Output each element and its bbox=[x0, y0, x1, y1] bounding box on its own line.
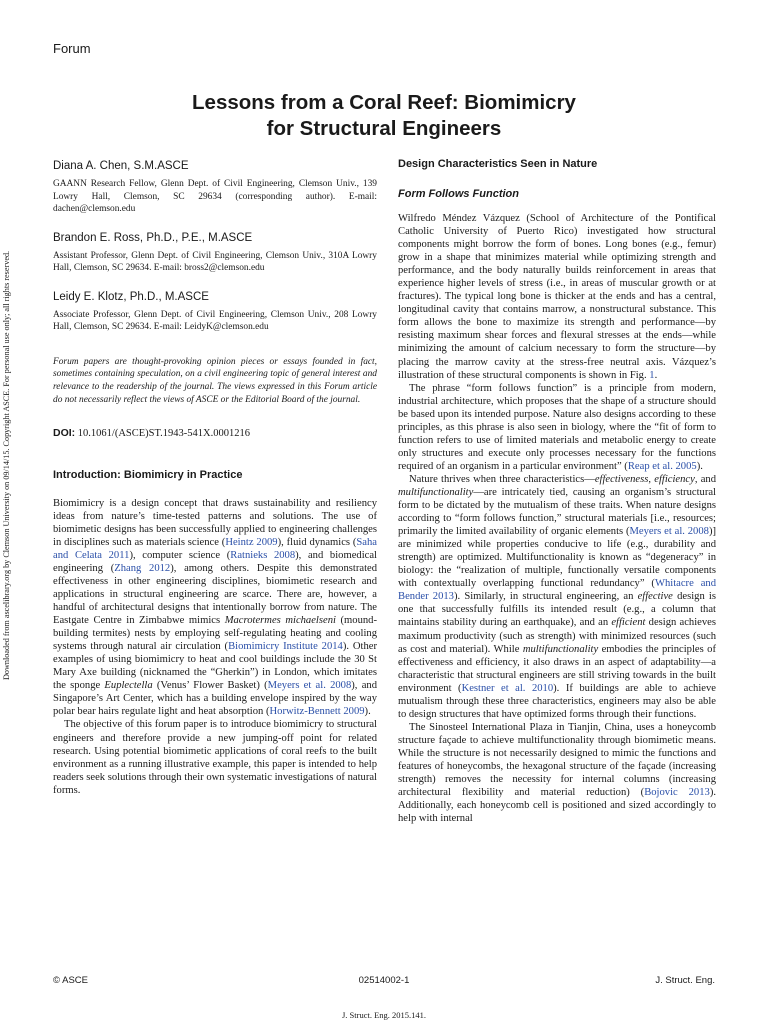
author-affiliation: GAANN Research Fellow, Glenn Dept. of Civil Engineering, Clemson Univ., 139 Lowry Hall, Clemson, SC 29634 (corresponding author). E-mail: dachen@clemson.edu bbox=[53, 179, 377, 214]
design-body bbox=[398, 212, 716, 825]
paragraph bbox=[398, 721, 716, 825]
paragraph bbox=[398, 212, 716, 382]
right-column bbox=[398, 150, 716, 825]
title-line-1: Lessons from a Coral Reef: Biomimicry bbox=[192, 91, 576, 114]
reference-link[interactable]: Saha and Celata 2011 bbox=[53, 536, 377, 561]
text-run: ). bbox=[696, 460, 703, 472]
design-heading: Design Characteristics Seen in Nature bbox=[398, 158, 598, 170]
author-name: Brandon E. Ross, Ph.D., P.E., M.ASCE bbox=[53, 231, 253, 244]
italic-run: multifunctionality bbox=[522, 643, 599, 655]
text-run: The Sinosteel International Plaza in Tianjin, China, uses a honeycomb structure façade to achieve multifunctionality through biomimetic means. While the structure is not necessarily designed to mimic the functions and features of honeycombs, the hexagonal structure of the façade (increasing strength) removes the necessity for internal columns (increasing architectural flexibility and material reduction) ( bbox=[398, 721, 716, 799]
author-block bbox=[53, 160, 377, 216]
author-affiliation: Assistant Professor, Glenn Dept. of Civil Engineering, Clemson Univ., 310A Lowry Hall, Clemson, SC 29634. E-mail: bross2@clemson.edu bbox=[53, 250, 377, 273]
italic-run: effectiveness bbox=[594, 473, 649, 485]
reference-link[interactable]: Heintz 2009 bbox=[225, 536, 278, 548]
italic-run: effective bbox=[637, 591, 673, 603]
text-run: ). bbox=[364, 706, 371, 718]
reference-link[interactable]: Biomimicry Institute 2014 bbox=[228, 641, 343, 653]
copyright: © ASCE bbox=[53, 975, 88, 986]
text-run: ), computer science ( bbox=[129, 549, 231, 561]
doi-line bbox=[53, 427, 377, 439]
text-run: design is one that successfully fulfills its intended result (e.g., a column that maintains stability during an earthquake), and an bbox=[398, 591, 716, 629]
reference-link[interactable]: Reap et al. 2005 bbox=[627, 460, 697, 472]
reference-link[interactable]: Bojovic 2013 bbox=[644, 787, 710, 799]
reference-link[interactable]: Ratnieks 2008 bbox=[230, 549, 296, 561]
reference-link[interactable]: Whitacre and Bender 2013 bbox=[398, 578, 716, 603]
text-run: )] are minimized while properties conducive to life (e.g., durability and strength) are optimized. Multifunctionality is known as “degeneracy” in biology: the “realization of multiple, functionally versatile components with contextually overlapping functional redundancy” ( bbox=[398, 526, 717, 590]
author-name: Diana A. Chen, S.M.ASCE bbox=[53, 160, 189, 172]
reference-link[interactable]: Meyers et al. 2008 bbox=[629, 526, 709, 538]
reference-link[interactable]: Horwitz-Bennett 2009 bbox=[269, 706, 365, 718]
italic-run: Macrotermes michaelseni bbox=[224, 615, 336, 627]
doi-label: DOI: bbox=[53, 426, 76, 439]
author-block bbox=[53, 232, 377, 275]
text-run: ). Additionally, each honeycomb cell is positioned and sized accordingly to help with internal bbox=[398, 787, 716, 825]
author-name: Leidy E. Klotz, Ph.D., M.ASCE bbox=[53, 290, 209, 303]
form-subheading: Form Follows Function bbox=[398, 188, 519, 200]
paragraph bbox=[398, 382, 716, 473]
article-title bbox=[53, 90, 715, 142]
article-number: 02514002-1 bbox=[358, 975, 410, 986]
text-run: (Venus’ Flower Basket) ( bbox=[152, 680, 268, 692]
reference-link[interactable]: Kestner et al. 2010 bbox=[461, 682, 554, 694]
text-run: —are intricately tied, causing an organism’s structural form to be dictated by the mutualism of these traits. When nature designs according to “form follows function,” structural materials [i.e., resources; primarily the limited availability of organic elements ( bbox=[398, 486, 716, 538]
text-run: (mound-building termites) nests by employing self-regulating heating and cooling systems through natural air circulation ( bbox=[53, 615, 378, 653]
doi-link[interactable]: 10.1061/(ASCE)ST.1943-541X.0001216 bbox=[77, 427, 250, 439]
left-column bbox=[53, 150, 377, 797]
paragraph: The objective of this forum paper is to introduce biomimicry to structural engineers and therefore provide a new jumping-off point for related research. Using potential biomimetic applications of coral reefs to the built environment as a running illustrative example, this paper is intended to help readers seek solutions through their own systematic investigations of natural forms. bbox=[53, 719, 377, 796]
text-run: embodies the principles of effectiveness and efficiency, it also draws in an aspect of adaptability—a characteristic that structural engineers are still striving towards in the built environment ( bbox=[398, 643, 716, 694]
text-run: ), fluid dynamics ( bbox=[277, 536, 357, 548]
text-run: . bbox=[654, 369, 658, 381]
forum-note: Forum papers are thought-provoking opinion pieces or essays founded in fact, sometimes containing speculation, on a civil engineering topic of general interest and relevance to the readership of the journal. The views expressed in this Forum article do not necessarily reflect the views of ASCE or the Editorial Board of the journal. bbox=[53, 356, 377, 405]
text-run: , bbox=[648, 473, 655, 485]
figure-link[interactable]: 1 bbox=[649, 369, 655, 381]
intro-heading: Introduction: Biomimicry in Practice bbox=[53, 468, 243, 481]
download-notice: Downloaded from ascelibrary.org by Clemson University on 09/14/15. Copyright ASCE. For personal use only; all rights reserved. bbox=[2, 250, 11, 680]
text-run: ). Other examples of using biomimicry to heat and cool buildings include the 30 St Mary Axe building (nicknamed the “Gherkin”) in London, which imitates the sponge bbox=[53, 641, 377, 692]
title-line-2: for Structural Engineers bbox=[266, 117, 502, 140]
text-run: Biomimicry is a design concept that draws sustainability and resiliency ideas from nature’s time-tested patterns and solutions. The use of biomimetic designs has been successfully applied to engineering challenges in disciplines such as materials science ( bbox=[53, 497, 377, 548]
citation-line: J. Struct. Eng. 2015.141. bbox=[341, 1010, 427, 1020]
italic-run: efficient bbox=[611, 617, 646, 629]
text-run: ), and Singapore’s Art Center, which has a building envelope inspired by the way polar bear hairs regulate light and heat absorption ( bbox=[53, 680, 377, 718]
section-label: Forum bbox=[53, 41, 91, 56]
italic-run: multifunctionality bbox=[398, 486, 474, 498]
text-run: ), and biomedical engineering ( bbox=[53, 549, 377, 574]
paragraph bbox=[53, 497, 377, 719]
reference-link[interactable]: Meyers et al. 2008 bbox=[267, 680, 352, 692]
intro-body bbox=[53, 497, 377, 797]
paragraph bbox=[398, 473, 716, 721]
italic-run: efficiency bbox=[654, 473, 695, 485]
text-run: ). Similarly, in structural engineering, an bbox=[453, 591, 638, 603]
author-affiliation: Associate Professor, Glenn Dept. of Civil Engineering, Clemson Univ., 208 Lowry Hall, Clemson, SC 29634. E-mail: LeidyK@clemson.edu bbox=[53, 309, 377, 332]
text-run: ). If buildings are able to achieve mutualism through these three characteristics, engineers may also be able to design structures that have optimized forms through their functions. bbox=[398, 682, 716, 720]
text-run: The phrase “form follows function” is a principle from modern, industrial architecture, which proposes that the shape of a structure should be based upon its intended purpose. Nature also designs according to these principles, as this phrase is also seen in biology, where the “fit of form to function refers to use of limited materials and metabolic energy to create only structures and execute only processes necessary for the functions required of an organism in a particular environment” ( bbox=[398, 382, 716, 472]
italic-run: Euplectella bbox=[104, 680, 153, 692]
reference-link[interactable]: Zhang 2012 bbox=[114, 562, 171, 574]
journal-name: J. Struct. Eng. bbox=[655, 975, 715, 986]
text-run: design achieves maximum productivity (such as strength) with minimized resources (such as cost and material). While bbox=[398, 617, 716, 655]
text-run: Wilfredo Méndez Vázquez (School of Architecture of the Pontifical Catholic University of Puerto Rico) investigated how structural components might borrow the form of bones. Long bones (e.g., femur) grow in a shape that minimizes material while optimizing strength and performance, and the body naturally builds reinforcement in areas that experience higher levels of stress (i.e., in areas of muscular growth or at fractures). The typical long bone is thicker at the ends and has a central, longitudinal cavity that contains marrow, a nonstructural substance. This form allows the bone to maximize its strength and performance—by resisting maximum shear forces and flexural stresses at the ends—while minimizing the amount of calcium necessary to form the structure—by placing the marrow cavity at the stress-free neutral axis. Vázquez’s illustration of these structural components is shown in Fig. bbox=[398, 213, 716, 381]
text-run: ), among others. Despite this demonstrated effectiveness in other engineering disciplines, biomimetic research and applications in structural engineering are scarce. There are, however, a handful of architectural designs that intentionally borrow from nature. The Eastgate Centre in Zimbabwe mimics bbox=[53, 562, 378, 627]
text-run: Nature thrives when three characteristics— bbox=[409, 473, 595, 485]
text-run: , and bbox=[694, 473, 717, 485]
author-block bbox=[53, 291, 377, 334]
